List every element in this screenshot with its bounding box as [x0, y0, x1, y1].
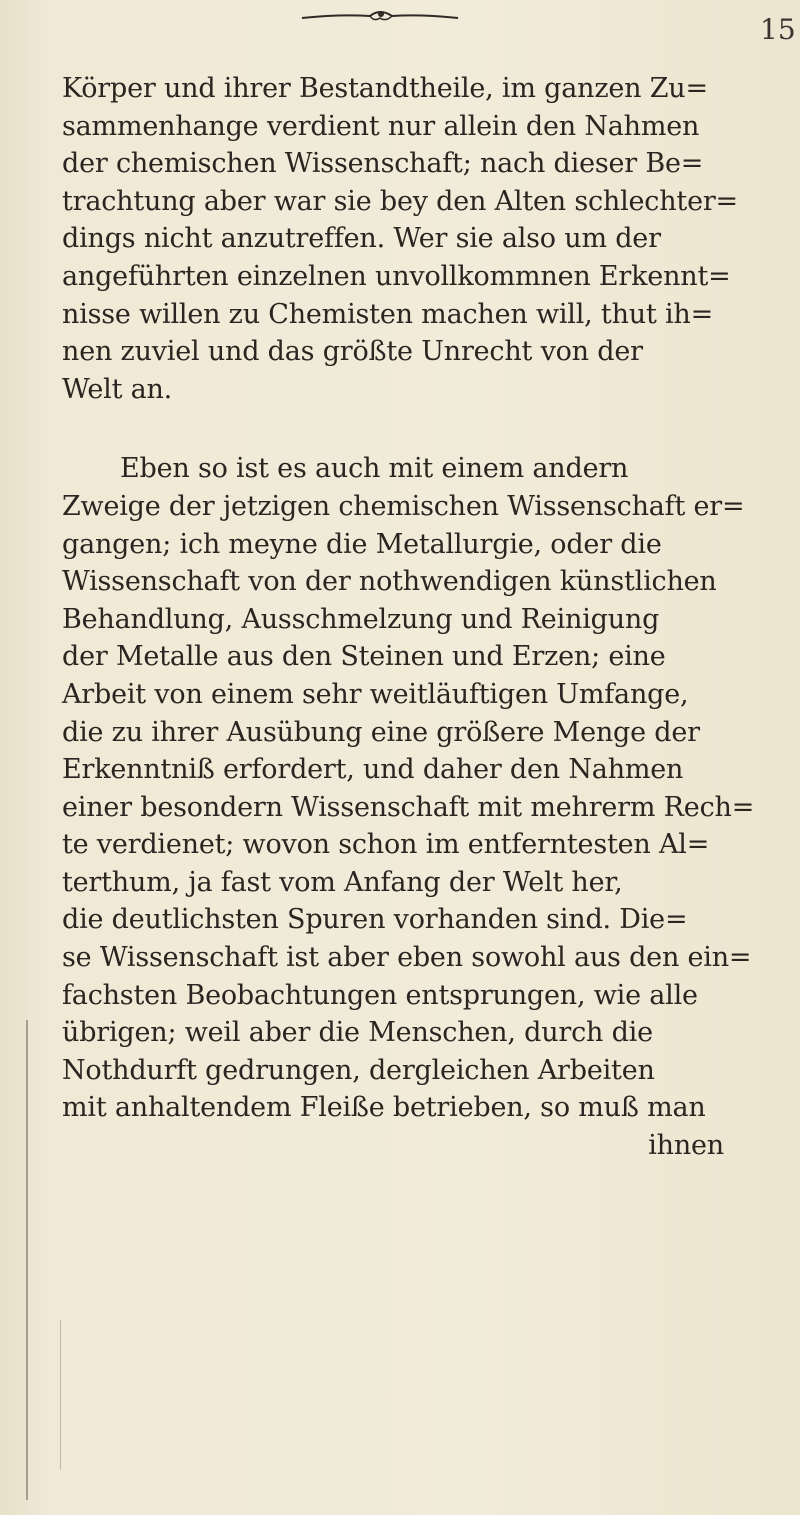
text-line: Arbeit von einem sehr weitläuftigen Umfange,	[62, 678, 689, 710]
text-line: Welt an.	[62, 373, 173, 405]
margin-shadow	[60, 1320, 61, 1470]
text-line: Behandlung, Ausschmelzung und Reinigung	[62, 603, 660, 635]
text-line: Eben so ist es auch mit einem andern	[120, 453, 629, 485]
text-line: nisse willen zu Chemisten machen will, thut ih=	[62, 298, 714, 330]
page-number: 15	[760, 13, 796, 46]
text-line: die zu ihrer Ausübung eine größere Menge der	[62, 716, 700, 748]
text-line: se Wissenschaft ist aber eben sowohl aus den ein=	[62, 942, 752, 974]
paragraph-1	[62, 70, 782, 408]
margin-shadow	[26, 1020, 28, 1500]
text-line: gangen; ich meyne die Metallurgie, oder die	[62, 528, 662, 560]
text-line: sammenhange verdient nur allein den Nahmen	[62, 110, 700, 142]
text-line: einer besondern Wissenschaft mit mehrerm Rech=	[62, 791, 755, 823]
text-line: die deutlichsten Spuren vorhanden sind. Die=	[62, 904, 688, 936]
text-line: mit anhaltendem Fleiße betrieben, so muß man	[62, 1092, 706, 1124]
text-line: trachtung aber war sie bey den Alten schlechter=	[62, 185, 738, 217]
text-line: terthum, ja fast vom Anfang der Welt her,	[62, 866, 623, 898]
text-line: der chemischen Wissenschaft; nach dieser Be=	[62, 148, 704, 180]
text-line: Erkenntniß erfordert, und daher den Nahmen	[62, 754, 684, 786]
text-line: dings nicht anzutreffen. Wer sie also um der	[62, 223, 661, 255]
text-line: angeführten einzelnen unvollkommnen Erkennt=	[62, 260, 731, 292]
catchword: ihnen	[648, 1130, 724, 1162]
text-line: Nothdurft gedrungen, dergleichen Arbeiten	[62, 1054, 655, 1086]
text-line: Zweige der jetzigen chemischen Wissenschaft er=	[62, 490, 745, 522]
body-text	[62, 22, 782, 1165]
text-line: nen zuviel und das größte Unrecht von der	[62, 336, 643, 368]
paragraph-2	[62, 450, 782, 1164]
text-line: Körper und ihrer Bestandtheile, im ganzen Zu=	[62, 73, 708, 104]
text-line: te verdienet; wovon schon im entferntesten Al=	[62, 829, 710, 861]
text-line: der Metalle aus den Steinen und Erzen; eine	[62, 641, 666, 673]
text-line: fachsten Beobachtungen entsprungen, wie alle	[62, 979, 698, 1011]
text-line: Wissenschaft von der nothwendigen künstlichen	[62, 566, 717, 598]
text-line: übrigen; weil aber die Menschen, durch die	[62, 1017, 653, 1049]
